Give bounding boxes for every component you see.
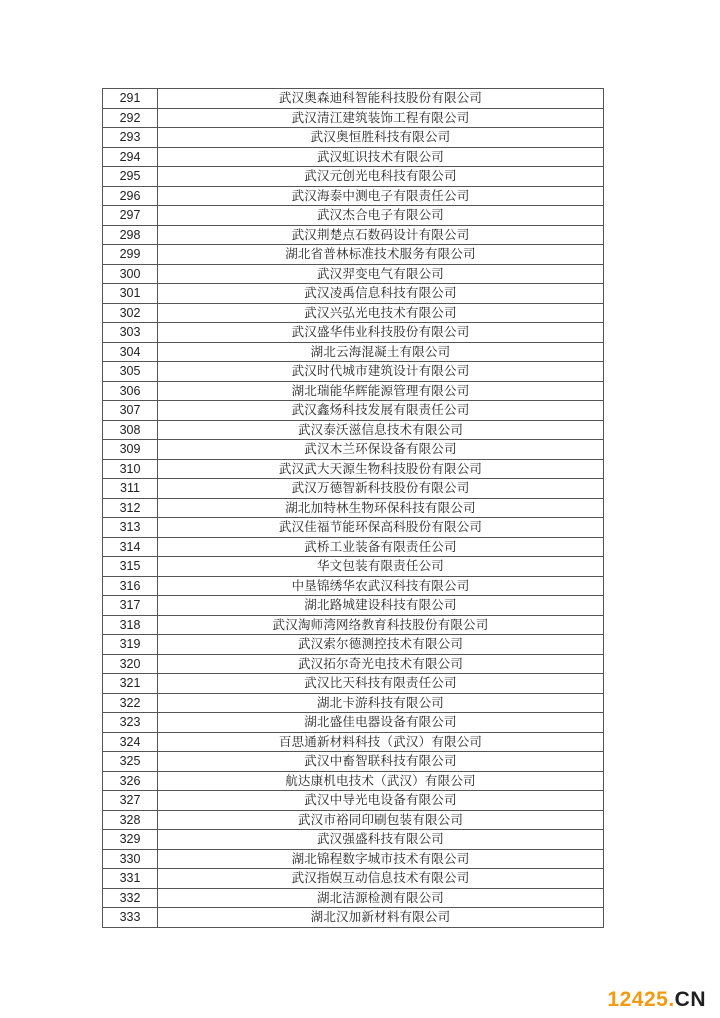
table-row [103,381,604,401]
row-number-cell: 305 [103,362,158,382]
table-row [103,440,604,460]
row-number-cell: 331 [103,869,158,889]
row-number-cell: 306 [103,381,158,401]
company-name-cell: 武汉海泰中测电子有限责任公司 [158,186,604,206]
row-number-cell: 296 [103,186,158,206]
company-name-cell: 武桥工业装备有限责任公司 [158,537,604,557]
row-number-cell: 311 [103,479,158,499]
table-row [103,693,604,713]
row-number-cell: 303 [103,323,158,343]
company-name-cell: 武汉比天科技有限责任公司 [158,674,604,694]
table-row [103,713,604,733]
table-row [103,771,604,791]
row-number-cell: 300 [103,264,158,284]
row-number-cell: 319 [103,635,158,655]
table-row [103,498,604,518]
company-name-cell: 武汉万德智新科技股份有限公司 [158,479,604,499]
row-number-cell: 324 [103,732,158,752]
row-number-cell: 328 [103,810,158,830]
company-name-cell: 武汉杰合电子有限公司 [158,206,604,226]
table-row [103,791,604,811]
company-name-cell: 湖北卡游科技有限公司 [158,693,604,713]
row-number-cell: 320 [103,654,158,674]
company-name-cell: 武汉木兰环保设备有限公司 [158,440,604,460]
table-row [103,225,604,245]
company-name-cell: 武汉佳福节能环保高科股份有限公司 [158,518,604,538]
company-name-cell: 武汉指娱互动信息技术有限公司 [158,869,604,889]
row-number-cell: 333 [103,908,158,928]
row-number-cell: 318 [103,615,158,635]
row-number-cell: 323 [103,713,158,733]
table-row [103,362,604,382]
row-number-cell: 316 [103,576,158,596]
table-row [103,459,604,479]
table-row [103,186,604,206]
row-number-cell: 312 [103,498,158,518]
site-watermark-logo [607,988,706,1012]
company-name-cell: 湖北盛佳电器设备有限公司 [158,713,604,733]
row-number-cell: 308 [103,420,158,440]
row-number-cell: 304 [103,342,158,362]
table-row [103,342,604,362]
row-number-cell: 317 [103,596,158,616]
table-row [103,869,604,889]
table-row [103,810,604,830]
row-number-cell: 325 [103,752,158,772]
table-body [103,89,604,928]
table-row [103,206,604,226]
watermark-tld: CN [674,988,706,1011]
company-name-cell: 湖北锦程数字城市技术有限公司 [158,849,604,869]
row-number-cell: 329 [103,830,158,850]
row-number-cell: 292 [103,108,158,128]
table-row [103,323,604,343]
table-row [103,849,604,869]
table-row [103,752,604,772]
table-row [103,908,604,928]
table-row [103,732,604,752]
company-name-cell: 武汉清江建筑装饰工程有限公司 [158,108,604,128]
table-row [103,108,604,128]
table-row [103,167,604,187]
company-name-cell: 湖北省普林标准技术服务有限公司 [158,245,604,265]
company-list-table [102,88,604,928]
table-row [103,147,604,167]
watermark-dot: . [668,988,675,1011]
table-row [103,576,604,596]
table-row [103,245,604,265]
row-number-cell: 297 [103,206,158,226]
row-number-cell: 309 [103,440,158,460]
company-name-cell: 湖北洁源检测有限公司 [158,888,604,908]
table-row [103,537,604,557]
company-name-cell: 武汉泰沃滋信息技术有限公司 [158,420,604,440]
company-name-cell: 湖北路城建设科技有限公司 [158,596,604,616]
company-name-cell: 航达康机电技术（武汉）有限公司 [158,771,604,791]
table-row [103,420,604,440]
company-name-cell: 武汉时代城市建筑设计有限公司 [158,362,604,382]
row-number-cell: 294 [103,147,158,167]
table-row [103,674,604,694]
row-number-cell: 313 [103,518,158,538]
company-name-cell: 武汉羿变电气有限公司 [158,264,604,284]
row-number-cell: 307 [103,401,158,421]
company-name-cell: 湖北加特林生物环保科技有限公司 [158,498,604,518]
company-name-cell: 湖北汉加新材料有限公司 [158,908,604,928]
company-name-cell: 武汉凌禹信息科技有限公司 [158,284,604,304]
company-name-cell: 武汉奥森迪科智能科技股份有限公司 [158,89,604,109]
row-number-cell: 315 [103,557,158,577]
company-name-cell: 中垦锦绣华农武汉科技有限公司 [158,576,604,596]
row-number-cell: 302 [103,303,158,323]
company-name-cell: 武汉索尔德测控技术有限公司 [158,635,604,655]
company-name-cell: 武汉元创光电科技有限公司 [158,167,604,187]
company-name-cell: 湖北云海混凝土有限公司 [158,342,604,362]
table-row [103,888,604,908]
row-number-cell: 301 [103,284,158,304]
company-name-cell: 武汉中导光电设备有限公司 [158,791,604,811]
company-name-cell: 武汉荆楚点石数码设计有限公司 [158,225,604,245]
row-number-cell: 293 [103,128,158,148]
company-name-cell: 武汉中畜智联科技有限公司 [158,752,604,772]
row-number-cell: 299 [103,245,158,265]
company-name-cell: 武汉鑫炀科技发展有限责任公司 [158,401,604,421]
table-row [103,635,604,655]
table-row [103,518,604,538]
row-number-cell: 327 [103,791,158,811]
company-name-cell: 武汉淘师湾网络教育科技股份有限公司 [158,615,604,635]
company-name-cell: 百思通新材料科技（武汉）有限公司 [158,732,604,752]
row-number-cell: 332 [103,888,158,908]
row-number-cell: 310 [103,459,158,479]
table-row [103,479,604,499]
table-row [103,264,604,284]
table-row [103,128,604,148]
row-number-cell: 326 [103,771,158,791]
table-row [103,89,604,109]
row-number-cell: 321 [103,674,158,694]
row-number-cell: 291 [103,89,158,109]
table-row [103,401,604,421]
row-number-cell: 330 [103,849,158,869]
row-number-cell: 314 [103,537,158,557]
company-name-cell: 湖北瑞能华辉能源管理有限公司 [158,381,604,401]
company-name-cell: 华文包装有限责任公司 [158,557,604,577]
company-name-cell: 武汉拓尔奇光电技术有限公司 [158,654,604,674]
company-name-cell: 武汉强盛科技有限公司 [158,830,604,850]
table-row [103,284,604,304]
company-name-cell: 武汉盛华伟业科技股份有限公司 [158,323,604,343]
table-row [103,557,604,577]
company-name-cell: 武汉奥恒胜科技有限公司 [158,128,604,148]
company-name-cell: 武汉武大天源生物科技股份有限公司 [158,459,604,479]
table-row [103,303,604,323]
row-number-cell: 298 [103,225,158,245]
row-number-cell: 322 [103,693,158,713]
company-name-cell: 武汉市裕同印刷包装有限公司 [158,810,604,830]
company-name-cell: 武汉兴弘光电技术有限公司 [158,303,604,323]
table-row [103,830,604,850]
watermark-digits: 12425 [607,988,669,1011]
table-row [103,654,604,674]
company-name-cell: 武汉虹识技术有限公司 [158,147,604,167]
table-row [103,596,604,616]
table-row [103,615,604,635]
row-number-cell: 295 [103,167,158,187]
